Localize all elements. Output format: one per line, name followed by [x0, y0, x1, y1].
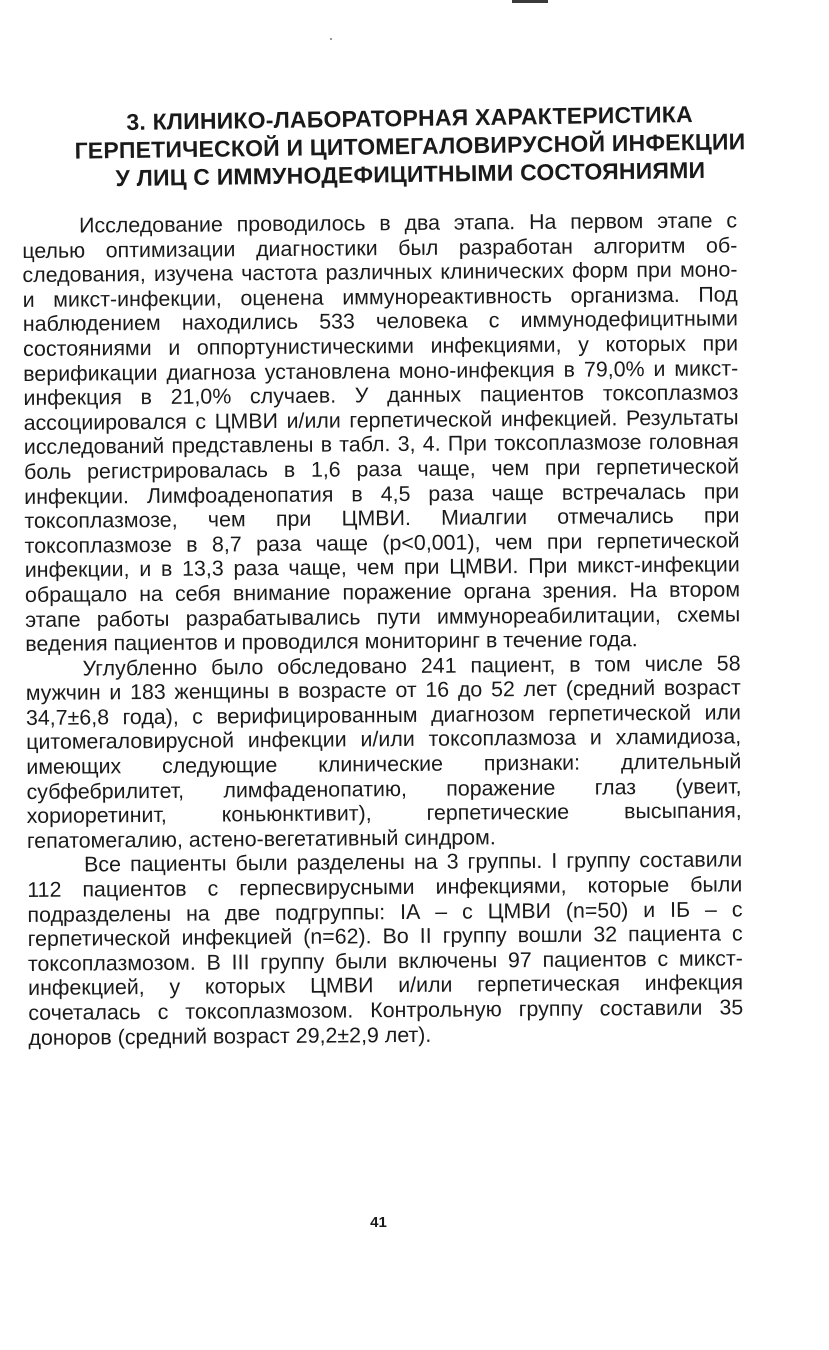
paragraph-study-design: Исследование проводилось в два этапа. На первом этапе с целью оптимизации диагностики был разработан алгоритм обследования, изучена частота различных клинических форм при моно- и микст-инфекции, оценена иммунореактивность организма. Под наблюдением находились 533 человека с иммунодефицитными состояниями и оппортунистическими инфекциями, у которых при верификации диагноза установлена моно-инфекция в 79,0% и микст-инфекция в 21,0% случаев. У данных пациентов токсоплазмоз ассоциировался с ЦМВИ и/или герпетической инфекцией. Результаты исследований представлены в табл. 3, 4. При токсоплазмозе головная боль регистрировалась в 1,6 раза чаще, чем при герпетической инфекции. Лимфоаденопатия в 4,5 раза чаще встречалась при токсоплазмозе, чем при ЦМВИ. Миалгии отмечались при токсоплазмозе в 8,7 раза чаще (p<0,001), чем при герпетической инфекции, и в 13,3 раза чаще, чем при ЦМВИ. При микст-инфекции обращало на себя внимание поражение органа зрения. На втором этапе работы разрабатывались пути иммунореабилитации, схемы ведения пациентов и проводился мониторинг в течение года. — [22, 208, 741, 657]
paragraph-patient-groups: Все пациенты были разделены на 3 группы. I группу составили 112 пациентов с герпесвирусными инфекциями, которые были подразделены на две подгруппы: IА – с ЦМВИ (n=50) и IБ – с герпетической инфекцией (n=62). Во II группу вошли 32 пациента с токсоплазмозом. В III группу были включены 97 пациентов с микст-инфекцией, у которых ЦМВИ и/или герпетическая инфекция сочеталась с токсоплазмозом. Контрольную группу составили 35 доноров (средний возраст 29,2±2,9 лет). — [27, 847, 744, 1050]
chapter-heading-line-1: 3. КЛИНИКО-ЛАБОРАТОРНАЯ ХАРАКТЕРИСТИКА — [126, 101, 693, 135]
page-number: 41 — [370, 1214, 387, 1231]
chapter-heading-line-3: У ЛИЦ С ИММУНОДЕФИЦИТНЫМИ СОСТОЯНИЯМИ — [115, 156, 706, 192]
scan-artifact — [512, 0, 548, 3]
chapter-heading-line-2: ГЕРПЕТИЧЕСКОЙ И ЦИТОМЕГАЛОВИРУСНОЙ ИНФЕКЦИИ — [74, 128, 746, 164]
scan-speck — [330, 38, 332, 40]
body-text — [22, 208, 744, 1050]
paragraph-examined-patients: Углубленно было обследовано 241 пациент, в том числе 58 мужчин и 183 женщины в возрасте от 16 до 52 лет (средний возраст 34,7±6,8 года), с верифицированным диагнозом герпетической или цитомегаловирусной инфекции и/или токсоплазмоза и хламидиоза, имеющих следующие клинические признаки: длительный субфебрилитет, лимфаденопатию, поражение глаз (увеит, хориоретинит, коньюнктивит), герпетические высыпания, гепатомегалию, астено-вегетативный синдром. — [25, 651, 742, 853]
chapter-heading — [59, 99, 760, 193]
